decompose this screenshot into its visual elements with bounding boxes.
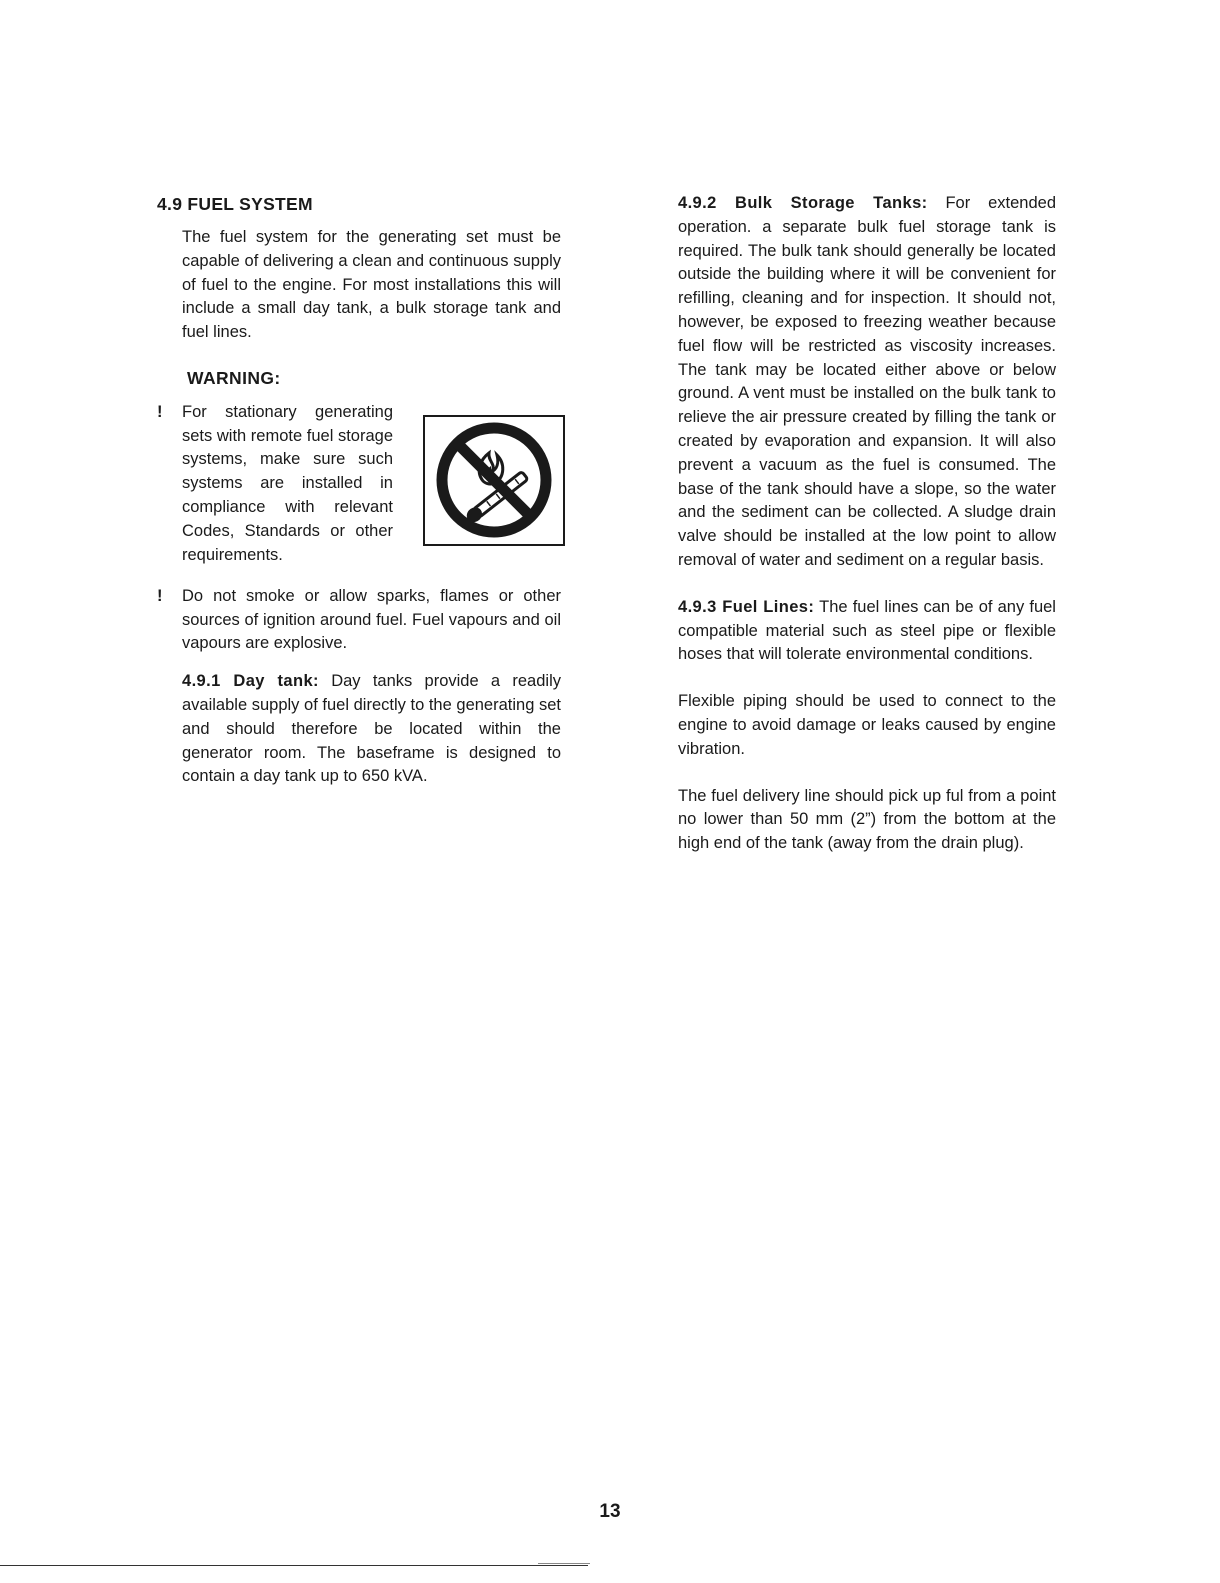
page-number: 13	[599, 1501, 621, 1522]
day-tank-heading: 4.9.1 Day tank:	[182, 672, 319, 691]
fuel-lines-heading: 4.9.3 Fuel Lines:	[678, 597, 815, 616]
no-smoking-symbol	[431, 421, 557, 539]
warning-item-text: Do not smoke or allow sparks, flames or other sources of ignition around fuel. Fuel vapours and oil vapours are explosive.	[182, 586, 561, 653]
section-title: 4.9 FUEL SYSTEM	[157, 194, 313, 214]
warning-item-no-smoking	[157, 585, 561, 656]
exclamation-icon: !	[157, 402, 163, 421]
left-column	[157, 192, 561, 789]
footer-rule-mark	[538, 1563, 590, 1564]
no-smoking-sign-icon	[423, 415, 565, 546]
day-tank-text: Day tanks provide a readily available supply of fuel directly to the generating set and should therefore be located within the generator room. The baseframe is designed to contain a day tank up to 650 kVA.	[182, 672, 561, 786]
exclamation-icon: !	[157, 586, 163, 605]
warning-item-text: For stationary generating sets with remote fuel storage systems, make sure such systems are installed in compliance with relevant Codes, Standards or other requirements.	[182, 402, 393, 564]
right-column	[678, 192, 1056, 879]
bulk-storage-text: For extended operation. a separate bulk fuel storage tank is required. The bulk tank should generally be located outside the building where it will be convenient for refilling, cleaning and for inspection. It should not, however, be exposed to freezing weather because fuel flow will be restricted as viscosity increases. The tank may be located either above or below ground. A vent must be installed on the bulk tank to relieve the air pressure created by filling the tank or created by evaporation and expansion. It will also prevent a vacuum as the fuel is consumed. The base of the tank should have a slope, so the water and the sediment can be collected. A sludge drain valve should be installed at the low point to allow removal of water and sediment on a regular basis.	[678, 194, 1056, 569]
fuel-delivery-paragraph: The fuel delivery line should pick up ful from a point no lower than 50 mm (2”) from the bottom at the high end of the tank (away from the drain plug).	[678, 786, 1056, 853]
warning-title: WARNING:	[187, 367, 281, 388]
bulk-storage-heading: 4.9.2 Bulk Storage Tanks:	[678, 194, 928, 212]
footer-rule	[0, 1565, 588, 1566]
day-tank-paragraph	[182, 670, 561, 789]
fuel-lines-paragraph	[678, 596, 1056, 667]
flexible-piping-paragraph: Flexible piping should be used to connect to the engine to avoid damage or leaks caused by engine vibration.	[678, 692, 1056, 758]
fuel-lines-text: The fuel lines can be of any fuel compatible material such as steel pipe or flexible hoses that will tolerate environmental conditions.	[678, 597, 1056, 664]
warning-item-remote-storage	[157, 401, 561, 567]
bulk-storage-paragraph	[678, 192, 1056, 573]
section-intro: The fuel system for the generating set must be capable of delivering a clean and continuous supply of fuel to the engine. For most installations this will include a small day tank, a bulk storage tank and fuel lines.	[182, 228, 561, 342]
